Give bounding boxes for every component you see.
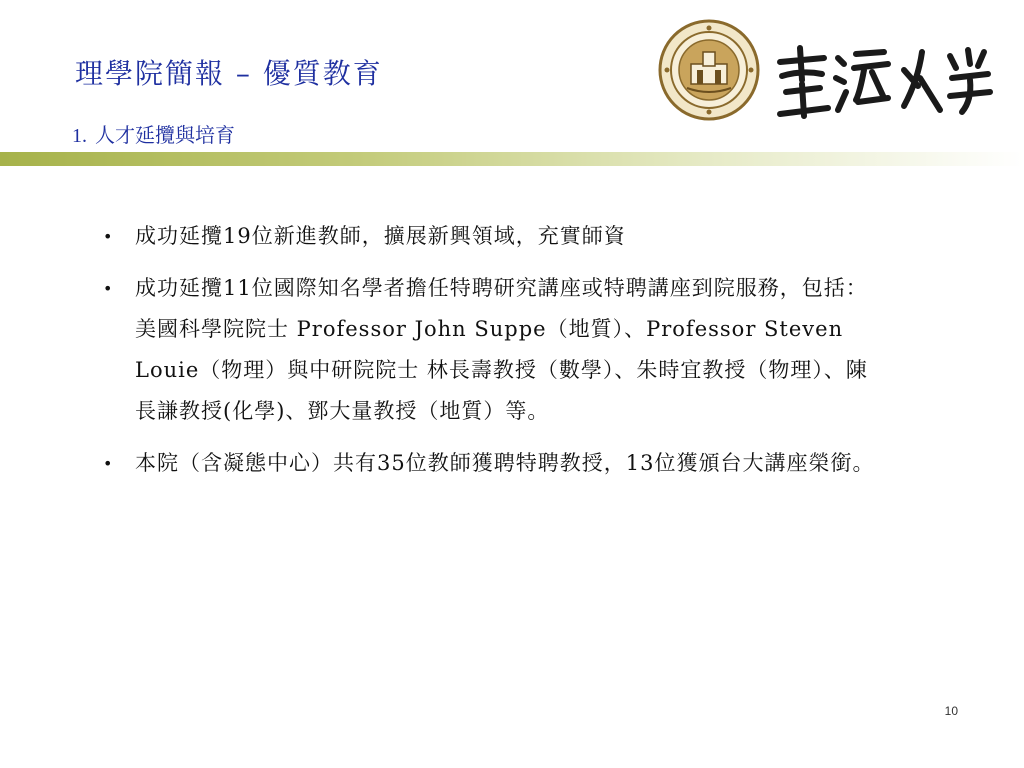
slide-subtitle xyxy=(72,122,235,149)
bullet-marker: • xyxy=(103,454,113,473)
bullet-text: 成功延攬11位國際知名學者擔任特聘研究講座或特聘講座到院服務，包括：美國科學院院士 Professor John Suppe（地質）、Professor Steven Louie（物理）與中研院院士 林長壽教授（數學）、朱時宜教授（物理）、陳長謙教授(化學)、鄧大量教授（地質）等。 xyxy=(135,276,868,423)
slide-title: 理學院簡報 – 優質教育 xyxy=(75,57,383,90)
bullet-item xyxy=(103,268,883,432)
slide-body xyxy=(103,216,883,495)
bullet-marker: • xyxy=(103,279,113,298)
university-wordmark-logo xyxy=(772,40,996,122)
subtitle-number: 1. xyxy=(72,125,87,147)
header-divider-bar xyxy=(0,152,1024,166)
subtitle-text: 人才延攬與培育 xyxy=(95,123,235,147)
bullet-item xyxy=(103,216,883,257)
bullet-text: 成功延攬19位新進教師，擴展新興領域，充實師資 xyxy=(135,224,626,248)
bullet-text: 本院（含凝態中心）共有35位教師獲聘特聘教授，13位獲頒台大講座榮銜。 xyxy=(135,451,875,475)
university-seal-logo xyxy=(657,18,761,122)
bullet-item xyxy=(103,443,883,484)
bullet-marker: • xyxy=(103,227,113,246)
page-number: 10 xyxy=(944,704,958,718)
